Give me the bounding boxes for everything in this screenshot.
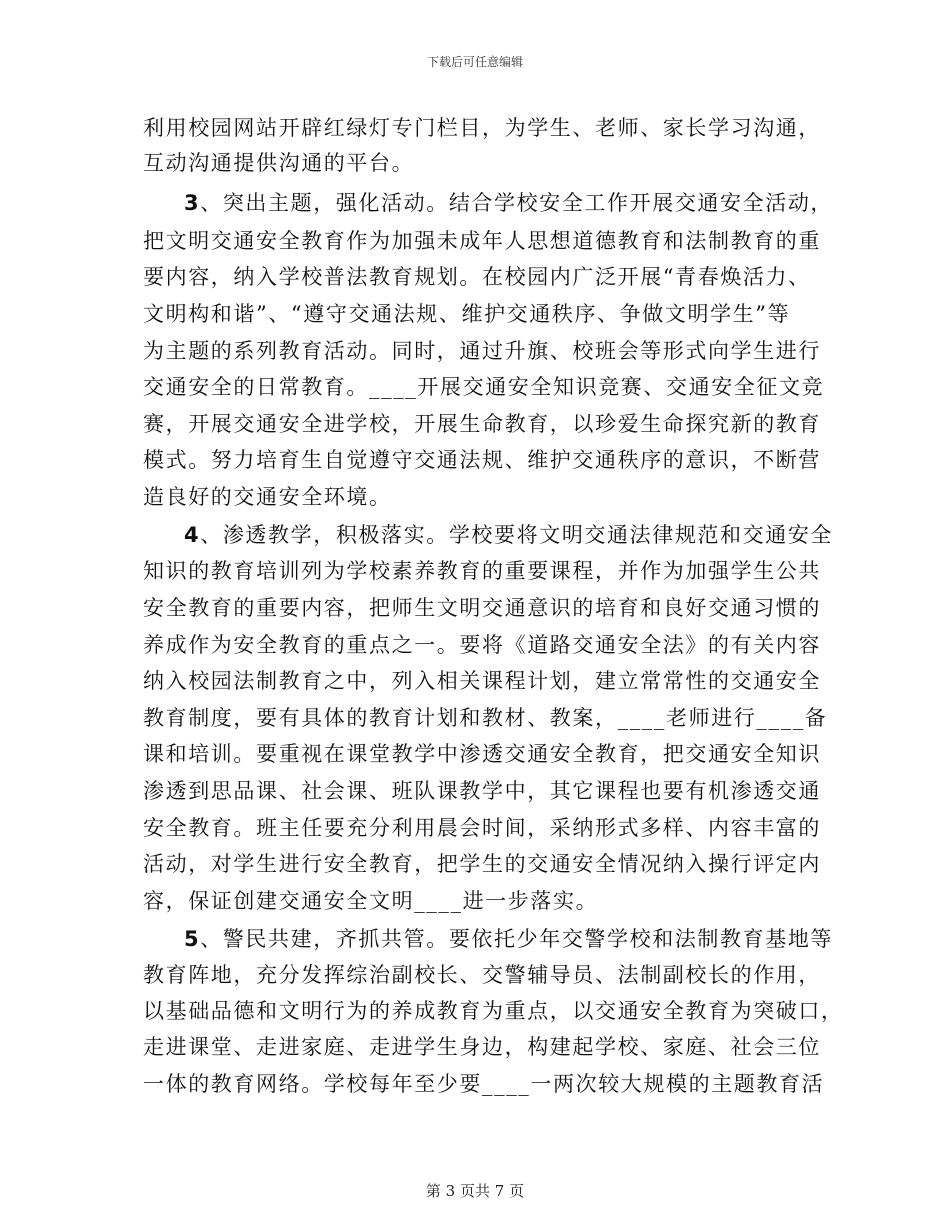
item-number: 4	[184, 523, 201, 547]
text-line: 要内容，纳入学校普法教育规划。在校园内广泛开展“青春焕活力、	[143, 265, 811, 289]
text-line: 安全教育的重要内容，把师生文明交通意识的培育和良好交通习惯的	[143, 596, 821, 620]
text-line: 利用校园网站开辟红绿灯专门栏目，为学生、老师、家长学习沟通，	[143, 116, 821, 140]
item-number: 5	[184, 927, 201, 951]
text-line: 养成作为安全教育的重点之一。要将《道路交通安全法》的有关内容	[143, 633, 821, 657]
text-line: 4、渗透教学，积极落实。学校要将文明交通法律规范和交通安全	[184, 523, 834, 547]
text-line: 文明构和谐”、“遵守交通法规、维护交通秩序、争做文明学生”等	[143, 302, 791, 326]
page-header-note: 下载后可任意编辑	[426, 55, 523, 69]
text-line: 交通安全的日常教育。____开展交通安全知识竞赛、交通安全征文竞	[143, 375, 825, 399]
text-line: 模式。努力培育生自觉遵守交通法规、维护交通秩序的意识，不断营	[143, 448, 821, 472]
text-line: 把文明交通安全教育作为加强未成年人思想道德教育和法制教育的重	[143, 229, 821, 253]
text-line: 教育阵地，充分发挥综治副校长、交警辅导员、法制副校长的作用，	[143, 963, 821, 987]
text-line: 容，保证创建交通安全文明____进一步落实。	[143, 889, 599, 913]
text-line: 以基础品德和文明行为的养成教育为重点，以交通安全教育为突破口，	[143, 999, 844, 1023]
text-line: 渗透到思品课、社会课、班队课教学中，其它课程也要有机渗透交通	[143, 779, 821, 803]
text-line: 为主题的系列教育活动。同时，通过升旗、校班会等形式向学生进行	[143, 339, 821, 363]
text-line: 赛，开展交通安全进学校，开展生命教育，以珍爱生命探究新的教育	[143, 412, 821, 436]
text-line: 知识的教育培训列为学校素养教育的重要课程，并作为加强学生公共	[143, 559, 821, 583]
text-line: 走进课堂、走进家庭、走进学生身边，构建起学校、家庭、社会三位	[143, 1035, 821, 1059]
text-line: 互动沟通提供沟通的平台。	[143, 151, 415, 175]
text-line: 课和培训。要重视在课堂教学中渗透交通安全教育，把交通安全知识	[143, 742, 821, 766]
text-line: 纳入校园法制教育之中，列入相关课程计划，建立常常性的交通安全	[143, 669, 821, 693]
text-line: 造良好的交通安全环境。	[143, 485, 392, 509]
text-line: 3、突出主题，强化活动。结合学校安全工作开展交通安全活动，	[184, 191, 834, 215]
text-line: 安全教育。班主任要充分利用晨会时间，采纳形式多样、内容丰富的	[143, 816, 821, 840]
text-line: 5、警民共建，齐抓共管。要依托少年交警学校和法制教育基地等	[184, 927, 834, 951]
page-number: 第 3 页共 7 页	[425, 1182, 525, 1200]
text-line: 教育制度，要有具体的教育计划和教材、教案，____老师进行____备	[143, 706, 828, 730]
text-line: 一体的教育网络。学校每年至少要____一两次较大规模的主题教育活	[143, 1072, 825, 1096]
text-line: 活动，对学生进行安全教育，把学生的交通安全情况纳入操行评定内	[143, 852, 821, 876]
item-number: 3	[184, 191, 201, 215]
